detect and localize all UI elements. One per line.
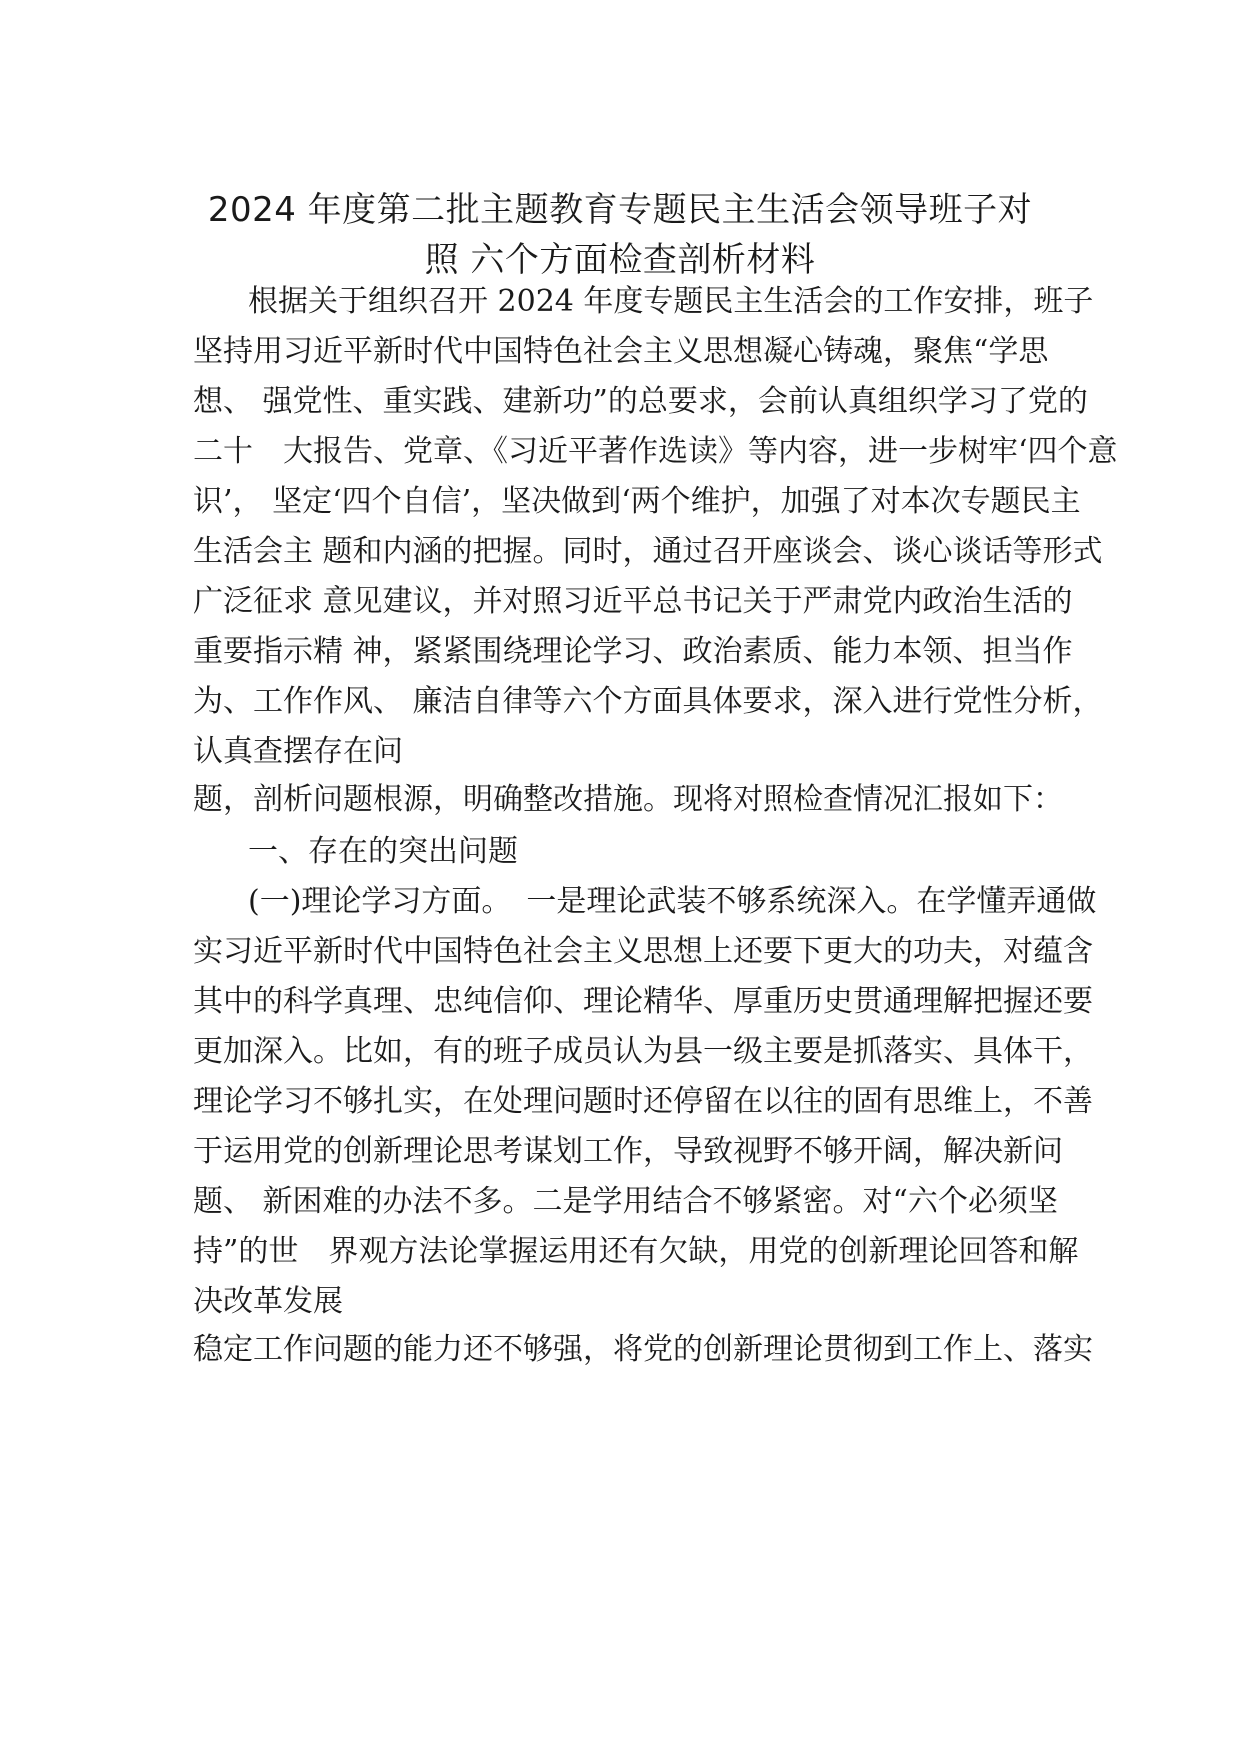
body-line: 理论学习不够扎实，在处理问题时还停留在以往的固有思维上，不善: [193, 1084, 1093, 1119]
body-line: 持”的世 界观方法论掌握运用还有欠缺，用党的创新理论回答和解: [193, 1234, 1079, 1269]
body-line: 其中的科学真理、忠纯信仰、理论精华、厚重历史贯通理解把握还要: [193, 984, 1093, 1019]
body-line: (一)理论学习方面。 一是理论武装不够系统深入。在学懂弄通做: [248, 884, 1097, 919]
body-line: 想、 强党性、重实践、建新功”的总要求，会前认真组织学习了党的: [193, 384, 1088, 419]
body-line: 根据关于组织召开 2024 年度专题民主生活会的工作安排，班子: [248, 284, 1094, 319]
body-line: 重要指示精 神，紧紧围绕理论学习、政治素质、能力本领、担当作: [193, 634, 1073, 669]
body-line: 广泛征求 意见建议，并对照习近平总书记关于严肃党内政治生活的: [193, 584, 1073, 619]
body-line: 为、工作作风、 廉洁自律等六个方面具体要求，深入进行党性分析，: [193, 684, 1103, 719]
body-line: 认真查摆存在问: [193, 734, 403, 769]
body-line: 题，剖析问题根源，明确整改措施。现将对照检查情况汇报如下：: [193, 782, 1063, 817]
body-line: 更加深入。比如，有的班子成员认为县一级主要是抓落实、具体干，: [193, 1034, 1093, 1069]
body-line: 决改革发展: [193, 1284, 343, 1319]
section-heading: 一、存在的突出问题: [248, 834, 518, 869]
body-line: 题、 新困难的办法不多。二是学用结合不够紧密。对“六个必须坚: [193, 1184, 1058, 1219]
body-line: 识’， 坚定‘四个自信’，坚决做到‘两个维护，加强了对本次专题民主: [193, 484, 1081, 519]
body-line: 实习近平新时代中国特色社会主义思想上还要下更大的功夫，对蕴含: [193, 934, 1093, 969]
body-line: 于运用党的创新理论思考谋划工作，导致视野不够开阔，解决新问: [193, 1134, 1063, 1169]
document-title-line-2: 照 六个方面检查剖析材料: [424, 240, 816, 280]
document-title-line-1: 2024 年度第二批主题教育专题民主生活会领导班子对: [207, 190, 1033, 230]
body-line: 二十 大报告、党章、《习近平著作选读》等内容，进一步树牢‘四个意: [193, 434, 1118, 469]
body-line: 坚持用习近平新时代中国特色社会主义思想凝心铸魂，聚焦“学思: [193, 334, 1049, 369]
body-line: 生活会主 题和内涵的把握。同时，通过召开座谈会、谈心谈话等形式: [193, 534, 1103, 569]
body-line: 稳定工作问题的能力还不够强，将党的创新理论贯彻到工作上、落实: [193, 1332, 1093, 1367]
